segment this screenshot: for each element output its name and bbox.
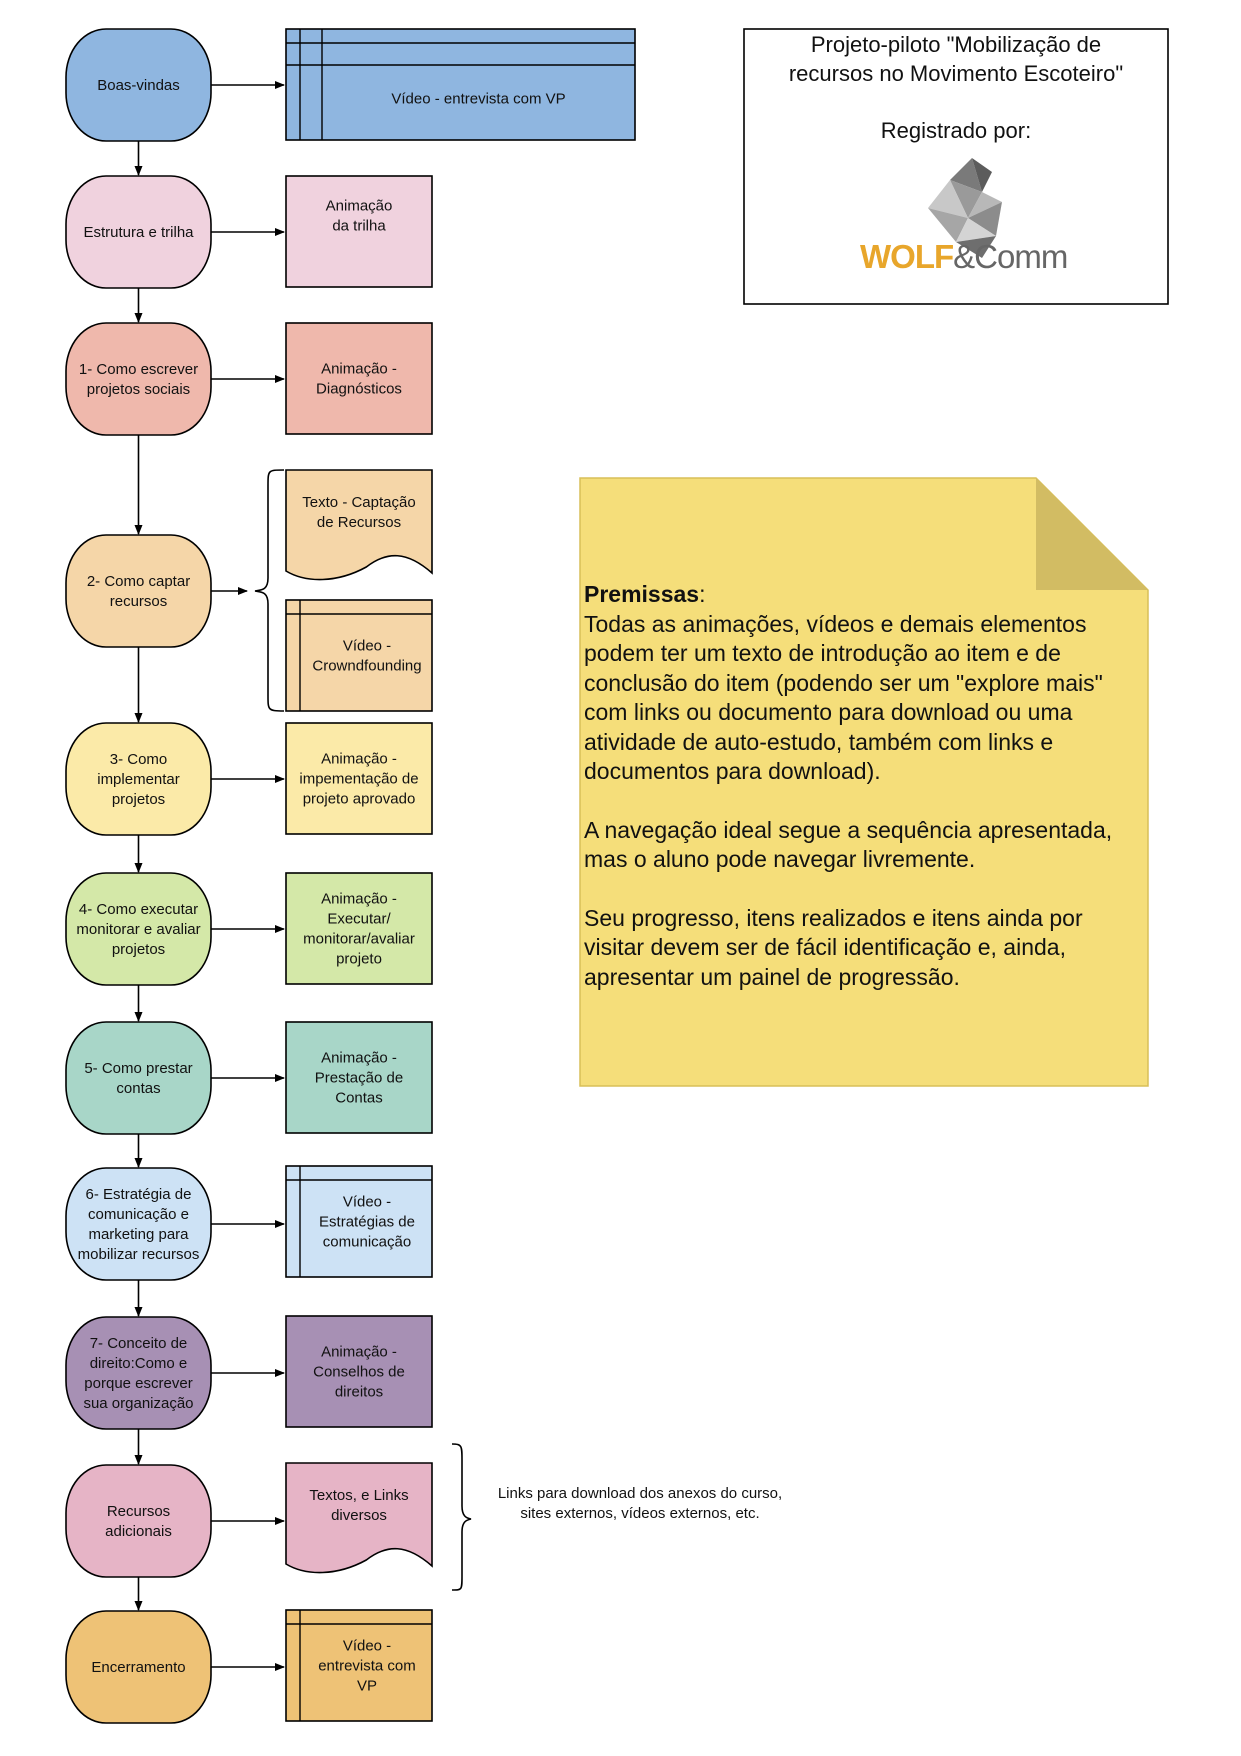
premissas-paragraph: A navegação ideal segue a sequência apresentada, mas o aluno pode navegar livremente. <box>584 816 1113 872</box>
step-node[interactable] <box>66 1465 211 1577</box>
resource-label: monitorar/avaliar <box>303 930 415 948</box>
step-terminal-shape <box>66 1317 211 1429</box>
step-terminal-shape <box>66 1465 211 1577</box>
step-label: projetos <box>111 791 166 808</box>
step-label: 5- Como prestar <box>84 1060 193 1077</box>
resource-label: impementação de <box>299 770 419 788</box>
resource-node[interactable] <box>286 873 432 984</box>
step-node[interactable] <box>66 1611 211 1723</box>
step-label: 7- Conceito de <box>89 1335 188 1352</box>
resource-label: Estratégias de <box>319 1213 415 1231</box>
step-label: adicionais <box>105 1523 172 1540</box>
step-label: monitorar e avaliar <box>76 921 201 938</box>
resource-label: Animação - <box>321 1049 397 1067</box>
wolf-logo-text <box>860 238 1067 276</box>
links-note: Links para download dos anexos do curso, sites externos, vídeos externos, etc. <box>497 1485 783 1522</box>
step-terminal-shape <box>66 323 211 435</box>
step-label: direito:Como e <box>89 1355 188 1372</box>
page-title-line: Projeto-piloto "Mobilização de <box>810 32 1102 57</box>
resource-node[interactable] <box>286 470 432 580</box>
step-label: porque escrever <box>84 1375 193 1392</box>
step-label: sua organização <box>83 1395 194 1412</box>
resource-label: Executar/ <box>327 910 391 928</box>
resource-shape <box>286 323 432 434</box>
step-node[interactable] <box>66 1168 211 1280</box>
resource-label: Animação - <box>321 890 397 908</box>
registered-by-label: Registrado por: <box>880 118 1032 143</box>
resource-label: Contas <box>335 1089 383 1107</box>
step-node[interactable] <box>66 1022 211 1134</box>
resource-label: diversos <box>331 1507 387 1524</box>
step-label: implementar <box>97 771 180 788</box>
resource-node[interactable] <box>286 1316 432 1427</box>
step-node[interactable] <box>66 873 211 985</box>
step-label: projetos <box>111 941 166 958</box>
step-label: mobilizar recursos <box>77 1246 200 1263</box>
premissas-paragraph: Seu progresso, itens realizados e itens ainda por visitar devem ser de fácil identificação e, ainda, apresentar um painel de progressão. <box>584 904 1083 990</box>
premissas-heading-colon: : <box>699 581 706 607</box>
step-terminal-shape <box>66 1168 211 1280</box>
resource-label: Animação - <box>321 360 397 378</box>
step-node[interactable] <box>66 29 211 141</box>
premissas-heading: Premissas <box>584 581 700 607</box>
resource-label: entrevista com <box>318 1657 416 1675</box>
note-brace <box>452 1444 471 1590</box>
step-node[interactable] <box>66 535 211 647</box>
step-label: Recursos <box>106 1503 171 1520</box>
premissas-heading-row <box>584 580 1144 610</box>
step-label: recursos <box>109 593 168 610</box>
resource-node[interactable] <box>286 600 432 711</box>
step-label: Estrutura e trilha <box>83 224 194 241</box>
resource-node[interactable] <box>286 1022 432 1133</box>
resource-label: direitos <box>334 1383 384 1401</box>
premissas-paragraph: Todas as animações, vídeos e demais elementos podem ter um texto de introdução ao item e de conclusão do item (podendo ser um "explore mais" com links ou documento para download ou uma atividade de auto-estudo, também com links e documentos para download). <box>584 610 1103 784</box>
premissas-text <box>584 580 1144 1021</box>
resource-label: comunicação <box>322 1233 412 1251</box>
resource-label: de Recursos <box>316 514 402 531</box>
logo-text-comm: &Comm <box>953 238 1068 275</box>
resource-node[interactable] <box>286 1463 432 1573</box>
resource-label: Diagnósticos <box>316 380 402 398</box>
resource-node[interactable] <box>286 29 635 140</box>
page-title-line: recursos no Movimento Escoteiro" <box>788 61 1124 86</box>
resource-label: Crowndfounding <box>312 657 422 675</box>
group-brace <box>255 470 284 711</box>
resource-label: Animação - <box>321 1343 397 1361</box>
resource-label: Prestação de <box>314 1069 404 1087</box>
resource-node[interactable] <box>286 323 432 434</box>
step-label: contas <box>116 1080 161 1097</box>
step-node[interactable] <box>66 1317 211 1429</box>
resource-label: Textos, e Links <box>309 1487 409 1504</box>
page-title <box>744 30 1168 88</box>
resource-shape <box>286 600 432 711</box>
resource-node[interactable] <box>286 1166 432 1277</box>
resource-label: projeto aprovado <box>302 790 416 808</box>
step-node[interactable] <box>66 176 211 288</box>
step-label: marketing para <box>88 1226 189 1243</box>
resource-label: Texto - Captação <box>302 494 416 511</box>
step-node[interactable] <box>66 723 211 835</box>
step-label: projetos sociais <box>86 381 191 398</box>
resource-label: Vídeo - <box>342 1637 392 1655</box>
resource-label: Animação - <box>321 750 397 768</box>
resource-node[interactable] <box>286 723 432 834</box>
resource-label: VP <box>356 1677 378 1695</box>
step-label: 1- Como escrever <box>78 361 199 378</box>
resource-shape <box>286 29 635 140</box>
resource-label: Vídeo - <box>342 1193 392 1211</box>
resource-node[interactable] <box>286 1610 432 1721</box>
step-node[interactable] <box>66 323 211 435</box>
resource-label: Conselhos de <box>313 1363 405 1381</box>
resource-label: Vídeo - <box>342 637 392 655</box>
step-label: 2- Como captar <box>86 573 191 590</box>
resource-label: Vídeo - entrevista com VP <box>391 90 566 108</box>
step-label: 4- Como executar <box>78 901 199 918</box>
logo-text-wolf: WOLF <box>860 238 954 275</box>
step-label: 3- Como <box>109 751 168 768</box>
step-label: 6- Estratégia de <box>85 1186 192 1203</box>
step-label: Encerramento <box>91 1659 186 1676</box>
step-label: Boas-vindas <box>97 77 180 94</box>
resource-label: Animação <box>325 197 393 215</box>
resource-node[interactable] <box>286 176 432 287</box>
step-terminal-shape <box>66 1022 211 1134</box>
resource-label: da trilha <box>332 217 386 235</box>
step-label: comunicação e <box>88 1206 189 1223</box>
step-terminal-shape <box>66 535 211 647</box>
resource-label: projeto <box>336 950 382 968</box>
